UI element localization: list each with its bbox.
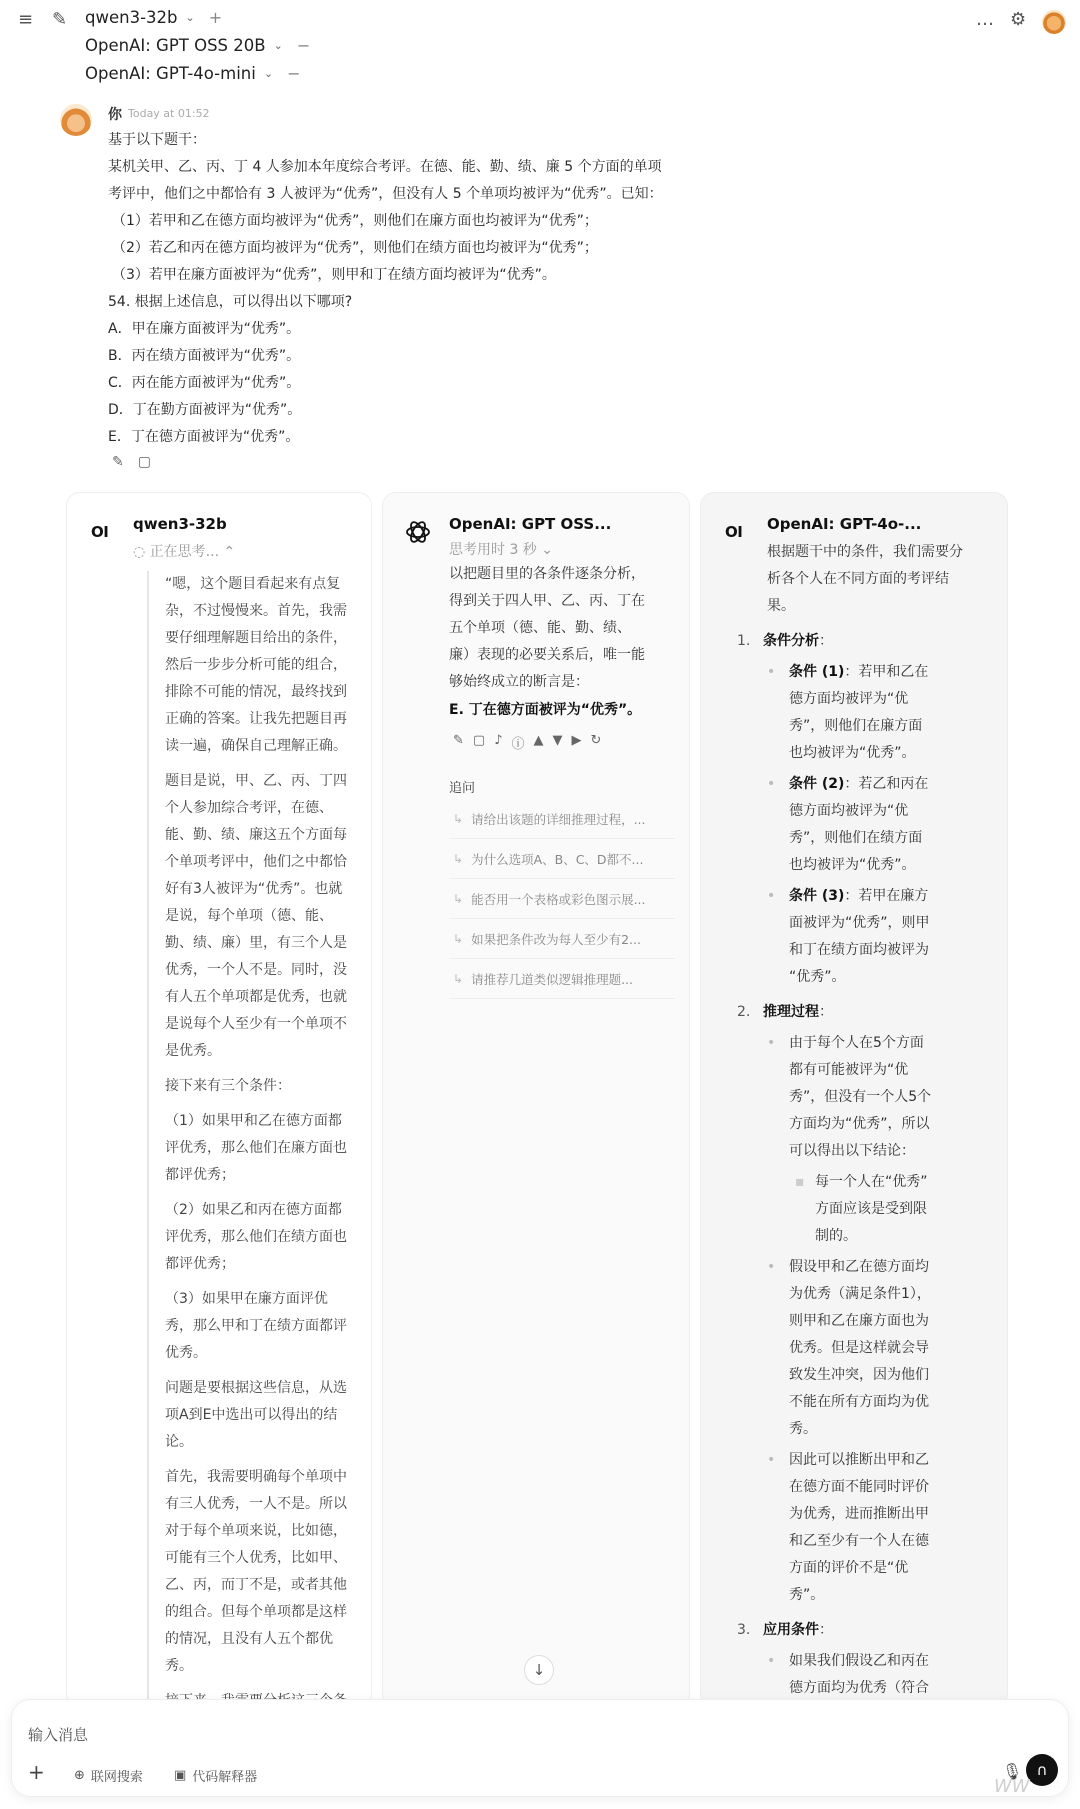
text-line: 然后一步步分析可能的组合，	[165, 657, 347, 673]
followup-text: 为什么选项A、B、C、D都不...	[471, 851, 644, 867]
text-line: 乙、丙，而丁不是，或者其他	[165, 1577, 347, 1593]
colon: ：	[819, 633, 833, 649]
message-line: 54. 根据上述信息，可以得出以下哪项?	[108, 294, 353, 310]
openai-logo-icon	[403, 517, 433, 547]
response-column-gpt-4o-mini	[700, 492, 1008, 1707]
response-toolbar	[453, 733, 601, 752]
text-line: 在德方面不能同时评价	[789, 1479, 929, 1495]
message-input[interactable]: 输入消息	[28, 1726, 89, 1744]
text-line: 好有3人被评为“优秀”。也就	[165, 881, 343, 897]
text-line: 秀。	[165, 1658, 193, 1674]
text-line: 方面应该是受到限	[815, 1201, 927, 1217]
thinking-paragraph	[165, 1286, 357, 1367]
text-line: 要仔细理解题目给出的条件，	[165, 630, 347, 646]
text-line: 的情况，且没有人五个都优	[165, 1631, 333, 1647]
bullet-item	[727, 1447, 997, 1609]
text-line: 秀”。	[789, 1587, 825, 1603]
text-line: 有三人优秀，一人不是。所以	[165, 1496, 347, 1512]
response-answer: E. 丁在德方面被评为“优秀”。	[449, 702, 642, 718]
info-icon[interactable]: ⓘ	[511, 737, 525, 752]
edit-icon[interactable]: ✎	[112, 454, 124, 470]
user-name: 你	[108, 107, 122, 123]
text-line: 则甲和乙在廉方面也为	[789, 1313, 929, 1329]
followup-item[interactable]	[449, 839, 675, 879]
text-line: 得到关于四人甲、乙、丙、丁在	[449, 593, 645, 609]
text-line: 秀”，则他们在廉方面	[789, 718, 923, 734]
continue-icon[interactable]: ▶	[571, 733, 582, 748]
response-column-qwen	[66, 492, 372, 1707]
edit-icon[interactable]: ✎	[453, 733, 464, 748]
model-selector-3[interactable]	[85, 64, 300, 83]
list-number: 2.	[737, 1004, 751, 1020]
text-line: 正确的答案。让我先把题目再	[165, 711, 347, 727]
numbered-section	[727, 628, 997, 655]
text-line: 根据题干中的条件，我们需要分	[767, 544, 963, 560]
text-line: 秀”，但没有一个人5个	[789, 1089, 932, 1105]
text-line: 为优秀（满足条件1），	[789, 1286, 931, 1302]
text-line: 假设甲和乙在德方面均	[789, 1259, 929, 1275]
text-line: 以把题目里的各条件逐条分析，	[449, 566, 645, 582]
model-logo-icon: OI	[91, 523, 109, 541]
microphone-icon[interactable]: 🎙	[1002, 1762, 1023, 1781]
message-line: A．甲在廉方面被评为“优秀”。	[108, 321, 301, 337]
code-interpreter-toggle[interactable]	[174, 1766, 257, 1785]
text-line: 的组合。但每个单项都是这样	[165, 1604, 347, 1620]
colon: ：	[819, 1622, 833, 1638]
thinking-label: 正在思考...	[149, 544, 220, 560]
text-line: 致发生冲突，因为他们	[789, 1367, 929, 1383]
return-arrow-icon: ↳	[453, 971, 464, 986]
add-attachment-button[interactable]: +	[28, 1760, 45, 1784]
model-title: OpenAI: GPT-4o-...	[767, 515, 922, 533]
text-line: （1）如果甲和乙在德方面都	[165, 1113, 342, 1129]
code-interpreter-label: 代码解释器	[192, 1770, 258, 1785]
user-avatar	[60, 104, 92, 136]
text-line: 和丁在绩方面均被评为	[789, 942, 929, 958]
message-line: E．丁在德方面被评为“优秀”。	[108, 429, 300, 445]
user-avatar-icon[interactable]	[1042, 10, 1066, 34]
text-line: 优秀。	[165, 1345, 207, 1361]
followup-item[interactable]	[449, 879, 675, 919]
arrow-down-icon: ↓	[532, 1661, 546, 1679]
text-line: 杂，不过慢慢来。首先，我需	[165, 603, 347, 619]
text-line: 秀。	[789, 1421, 817, 1437]
remove-model-button[interactable]: −	[296, 36, 311, 55]
followup-item[interactable]	[449, 799, 675, 839]
text-line: 秀，那么甲和丁在绩方面都评	[165, 1318, 347, 1334]
bullet-icon: •	[767, 888, 776, 904]
bullet-item	[727, 1030, 997, 1165]
text-line: 都评优秀；	[165, 1256, 235, 1272]
return-arrow-icon: ↳	[453, 851, 464, 866]
text-line: 五个单项（德、能、勤、绩、	[449, 620, 631, 636]
thumbs-down-icon[interactable]: ▼	[552, 733, 563, 748]
return-arrow-icon: ↳	[453, 811, 464, 826]
bold-label: 条件 (3)	[789, 888, 845, 904]
text-line: 为优秀，进而推断出甲	[789, 1506, 929, 1522]
text-line: “优秀”。	[789, 969, 846, 985]
section-heading: 应用条件	[763, 1622, 819, 1638]
text-line: 是说，每个单项（德、能、	[165, 908, 333, 924]
text-line: ：若甲在廉方	[844, 888, 929, 904]
bullet-icon: •	[767, 1035, 776, 1051]
text-line: （2）如果乙和丙在德方面都	[165, 1202, 342, 1218]
text-line: 不能在所有方面均为优	[789, 1394, 929, 1410]
user-message-body	[108, 127, 748, 451]
thinking-paragraph	[165, 1108, 357, 1189]
text-line: 排除不可能的情况，最终找到	[165, 684, 347, 700]
text-line: 优秀。但是这样就会导	[789, 1340, 929, 1356]
text-line: 个人参加综合考评，在德、	[165, 800, 333, 816]
numbered-section	[727, 1617, 997, 1644]
return-arrow-icon: ↳	[453, 931, 464, 946]
text-line: 也均被评为“优秀”。	[789, 857, 916, 873]
text-line: 方面均为“优秀”，所以	[789, 1116, 930, 1132]
read-aloud-icon[interactable]: ♪	[494, 733, 503, 748]
text-line: 德方面均被评为“优	[789, 803, 909, 819]
text-line: 由于每个人在5个方面	[789, 1035, 924, 1051]
model-title: OpenAI: GPT OSS...	[449, 515, 612, 533]
text-line: 德方面均被评为“优	[789, 691, 909, 707]
sub-bullet-item	[727, 1169, 997, 1250]
text-line: 方面的评价不是“优	[789, 1560, 909, 1576]
text-line: 是优秀。	[165, 1043, 221, 1059]
bullet-item	[727, 883, 997, 991]
chevron-down-icon[interactable]: ⌄	[185, 11, 195, 24]
thinking-paragraph	[165, 1197, 357, 1278]
thinking-paragraph	[165, 571, 357, 760]
text-line: 德方面均为优秀（符合	[789, 1680, 929, 1696]
spinner-icon: ◌	[133, 544, 146, 560]
bullet-item	[727, 1254, 997, 1443]
copy-icon[interactable]: ▢	[472, 733, 486, 748]
web-search-toggle[interactable]	[74, 1766, 143, 1785]
text-line: 可能有三个人优秀，比如甲、	[165, 1550, 347, 1566]
web-search-label: 联网搜索	[90, 1770, 143, 1785]
sidebar-toggle-icon[interactable]: ≡	[18, 9, 34, 30]
bullet-icon: •	[767, 1653, 776, 1669]
text-line: 问题是要根据这些信息，从选	[165, 1380, 347, 1396]
watermark: WW	[994, 1776, 1030, 1797]
bullet-icon: •	[767, 1452, 776, 1468]
followup-list	[449, 799, 675, 999]
regenerate-icon[interactable]: ↻	[590, 733, 602, 748]
text-line: 评优秀，那么他们在廉方面也	[165, 1140, 347, 1156]
followup-text: 请给出该题的详细推理过程，...	[471, 811, 646, 827]
response-body	[737, 539, 997, 1729]
list-number: 1.	[737, 633, 751, 649]
thinking-label: 思考用时 3 秒	[449, 542, 537, 558]
headphones-icon: ∩	[1036, 1761, 1048, 1779]
text-line: 项A到E中选出可以得出的结	[165, 1407, 338, 1423]
model-name: OpenAI: GPT-4o-mini	[85, 64, 256, 83]
message-composer	[12, 1700, 1068, 1796]
chevron-down-icon[interactable]: ⌄	[541, 542, 553, 558]
text-line: 接下来有三个条件：	[165, 1078, 291, 1094]
text-line: 析各个人在不同方面的考评结	[767, 571, 949, 587]
thinking-status[interactable]	[133, 541, 235, 561]
text-line: （3）如果甲在廉方面评优	[165, 1291, 328, 1307]
new-chat-icon[interactable]: ✎	[52, 9, 68, 30]
model-name: OpenAI: GPT OSS 20B	[85, 36, 266, 55]
bold-label: 条件 (1)	[789, 664, 845, 680]
message-line: （2）若乙和丙在德方面均被评为“优秀”，则他们在绩方面也均被评为“优秀”；	[112, 240, 598, 256]
response-body	[449, 561, 675, 696]
text-line: 个单项考评中，他们之中都恰	[165, 854, 347, 870]
message-line: D．丁在勤方面被评为“优秀”。	[108, 402, 302, 418]
chevron-down-icon[interactable]: ⌄	[273, 39, 283, 52]
text-line: “嗯，这个题目看起来有点复	[165, 576, 341, 592]
thinking-status[interactable]	[449, 539, 553, 559]
followup-text: 如果把条件改为每人至少有2...	[471, 931, 641, 947]
thinking-paragraph	[165, 768, 357, 1065]
text-line: 也均被评为“优秀”。	[789, 745, 916, 761]
model-title: qwen3-32b	[133, 515, 227, 533]
text-line: 都评优秀；	[165, 1167, 235, 1183]
colon: ：	[819, 1004, 833, 1020]
message-line: C．丙在能方面被评为“优秀”。	[108, 375, 301, 391]
text-line: 对于每个单项来说，比如德，	[165, 1523, 347, 1539]
bullet-item	[727, 659, 997, 767]
text-line: 因此可以推断出甲和乙	[789, 1452, 929, 1468]
message-line: （1）若甲和乙在德方面均被评为“优秀”，则他们在廉方面也均被评为“优秀”；	[112, 213, 598, 229]
bold-label: 条件 (2)	[789, 776, 845, 792]
text-line: 读一遍，确保自己理解正确。	[165, 738, 347, 754]
chevron-down-icon[interactable]: ⌄	[263, 67, 274, 80]
message-line: 考评中，他们之中都恰有 3 人被评为“优秀”，但没有人 5 个单项均被评为“优秀”。已知：	[108, 186, 663, 202]
message-line: 某机关甲、乙、丙、丁 4 人参加本年度综合考评。在德、能、勤、绩、廉 5 个方面的单项	[108, 159, 662, 175]
followup-text: 能否用一个表格或彩色图示展...	[471, 891, 646, 907]
add-model-button[interactable]: +	[208, 8, 223, 27]
bullet-icon: ▪	[795, 1174, 805, 1190]
followup-text: 请推荐几道类似逻辑推理题...	[471, 971, 633, 987]
scroll-down-button[interactable]	[524, 1655, 554, 1685]
text-line: 如果我们假设乙和丙在	[789, 1653, 929, 1669]
followup-title: 追问	[449, 781, 476, 796]
response-column-gpt-oss	[382, 492, 690, 1707]
text-line: 可以得出以下结论：	[789, 1143, 915, 1159]
remove-model-button[interactable]: −	[287, 64, 301, 83]
message-line: （3）若甲在廉方面被评为“优秀”，则甲和丁在绩方面均被评为“优秀”。	[112, 267, 556, 283]
text-line: 是说每个人至少有一个单项不	[165, 1016, 347, 1032]
model-selector-2[interactable]	[85, 36, 310, 55]
model-logo-icon: OI	[725, 523, 743, 541]
text-line: 廉）表现的必要关系后，唯一能	[449, 647, 645, 663]
thinking-paragraph	[165, 1375, 357, 1456]
thinking-paragraph	[165, 1073, 357, 1100]
followup-item[interactable]	[449, 959, 675, 999]
text-line: 优秀，一个人不是。同时，没	[165, 962, 347, 978]
text-line: 能、勤、绩、廉这五个方面每	[165, 827, 347, 843]
thinking-content	[147, 571, 357, 1723]
numbered-section	[727, 999, 997, 1026]
text-line: ：若乙和丙在	[844, 776, 929, 792]
text-line: 面被评为“优秀”，则甲	[789, 915, 930, 931]
copy-icon[interactable]: ▢	[137, 454, 151, 470]
text-line: 有人五个单项都是优秀，也就	[165, 989, 347, 1005]
bullet-item	[727, 771, 997, 879]
text-line: ：若甲和乙在	[844, 664, 929, 680]
more-options-icon[interactable]: …	[976, 9, 994, 30]
voice-mode-button[interactable]	[1026, 1754, 1058, 1786]
text-line: 和乙至少有一个人在德	[789, 1533, 929, 1549]
text-line: 每一个人在“优秀”	[815, 1174, 928, 1190]
text-line: 首先，我需要明确每个单项中	[165, 1469, 347, 1485]
text-line: 题目是说，甲、乙、丙、丁四	[165, 773, 347, 789]
bullet-icon: •	[767, 664, 776, 680]
top-bar	[0, 0, 1080, 96]
return-arrow-icon: ↳	[453, 891, 464, 906]
terminal-icon: ▣	[174, 1768, 187, 1783]
text-line: 都有可能被评为“优	[789, 1062, 909, 1078]
text-line: 论。	[165, 1434, 193, 1450]
model-name: qwen3-32b	[85, 8, 178, 27]
text-line: 勤、绩、廉）里，有三个人是	[165, 935, 347, 951]
section-heading: 推理过程	[763, 1004, 819, 1020]
list-number: 3.	[737, 1622, 751, 1638]
chevron-up-icon[interactable]: ⌃	[223, 544, 236, 560]
globe-icon: ⊕	[74, 1768, 85, 1783]
thinking-paragraph	[165, 1464, 357, 1680]
text-line: 制的。	[815, 1228, 857, 1244]
message-line: B．丙在绩方面被评为“优秀”。	[108, 348, 301, 364]
user-message-actions	[112, 454, 151, 470]
bullet-icon: •	[767, 776, 776, 792]
text-line: 秀”，则他们在绩方面	[789, 830, 923, 846]
followup-item[interactable]	[449, 919, 675, 959]
model-selector-1[interactable]	[85, 8, 222, 27]
section-heading: 条件分析	[763, 633, 819, 649]
thumbs-up-icon[interactable]: ▲	[533, 733, 544, 748]
message-timestamp: Today at 01:52	[128, 107, 210, 120]
text-line: 评优秀，那么他们在绩方面也	[165, 1229, 347, 1245]
text-line: 果。	[767, 598, 795, 614]
controls-icon[interactable]: ⚙	[1010, 9, 1027, 30]
bullet-icon: •	[767, 1259, 776, 1275]
text-line: 够始终成立的断言是：	[449, 674, 589, 690]
message-line: 基于以下题干：	[108, 132, 206, 148]
